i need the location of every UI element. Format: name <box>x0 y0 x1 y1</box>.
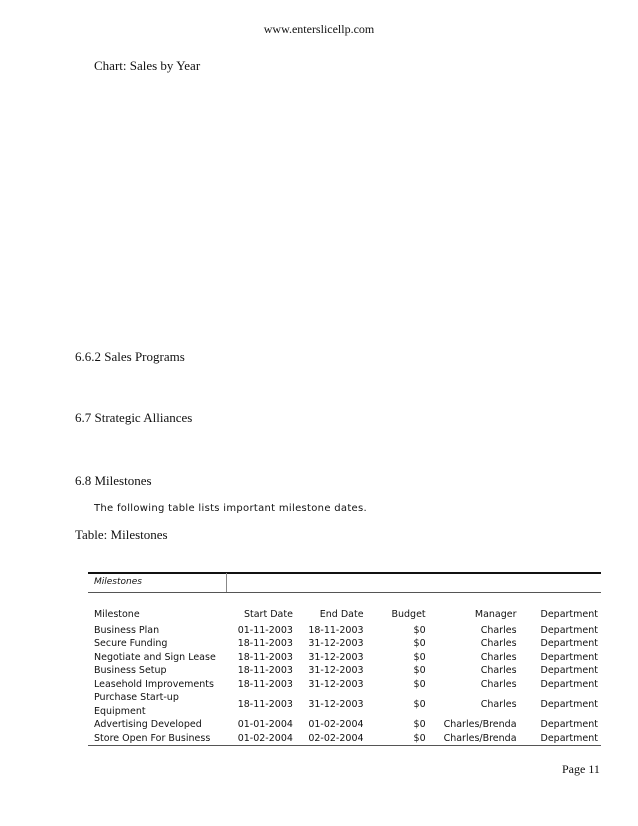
table-row <box>92 691 600 718</box>
table-cell: Charles <box>480 651 517 663</box>
table-cell: Department <box>540 698 598 710</box>
table-cell: 01-01-2004 <box>237 719 293 730</box>
table-cell: $0 <box>413 678 426 690</box>
table-cell: 18-11-2003 <box>237 638 293 649</box>
table-row <box>92 678 600 692</box>
table-cell: 18-11-2003 <box>308 624 364 636</box>
table-cell: $0 <box>413 719 426 730</box>
table-cell: 18-11-2003 <box>237 665 293 676</box>
table-cell: Purchase Start-up Equipment <box>94 692 179 717</box>
table-cell: Charles <box>480 638 517 649</box>
table-cell: 01-11-2003 <box>237 624 293 636</box>
table-cell: Department <box>540 665 598 676</box>
table-cell: 18-11-2003 <box>237 678 293 690</box>
page-number: Page 11 <box>562 762 600 776</box>
table-cell: Department <box>540 719 598 730</box>
table-cell: Department <box>540 732 598 744</box>
table-top-rule <box>88 572 601 574</box>
table-cell: 02-02-2004 <box>308 732 364 744</box>
table-cell: 01-02-2004 <box>308 719 364 730</box>
table-cell: Department <box>540 678 598 690</box>
table-cell: 31-12-2003 <box>308 678 364 690</box>
column-header: End Date <box>319 609 364 620</box>
caption-divider <box>226 573 227 593</box>
table-cell: 31-12-2003 <box>308 698 364 710</box>
table-cell: 01-02-2004 <box>237 732 293 744</box>
table-cell: Charles <box>480 678 517 690</box>
caption-rule <box>88 592 601 593</box>
table-cell: Charles/Brenda <box>443 732 517 744</box>
table-row <box>92 718 600 732</box>
header-url: www.enterslicellp.com <box>263 22 375 36</box>
table-cell: 31-12-2003 <box>308 665 364 676</box>
table-title: Table: Milestones <box>75 527 168 542</box>
section-heading-strategic-alliances: 6.7 Strategic Alliances <box>75 410 193 425</box>
table-bottom-rule <box>88 745 601 746</box>
table-cell: $0 <box>413 698 426 710</box>
table-row <box>92 637 600 651</box>
table-cell: Department <box>540 638 598 649</box>
table-cell: Business Setup <box>94 665 167 676</box>
column-header: Budget <box>391 609 426 620</box>
table-cell: $0 <box>413 638 426 649</box>
table-cell: Charles <box>480 665 517 676</box>
column-header: Start Date <box>243 609 293 620</box>
table-cell: Charles/Brenda <box>443 719 517 730</box>
table-cell: Secure Funding <box>94 638 168 649</box>
table-cell: Charles <box>480 698 517 710</box>
column-header: Milestone <box>94 609 140 620</box>
table-cell: 18-11-2003 <box>237 698 293 710</box>
section-heading-sales-programs: 6.6.2 Sales Programs <box>75 349 185 364</box>
table-cell: Business Plan <box>94 624 160 636</box>
table-caption: Milestones <box>94 577 142 587</box>
milestones-table <box>92 608 600 745</box>
chart-title: Chart: Sales by Year <box>94 58 201 73</box>
column-header: Manager <box>474 609 517 620</box>
table-cell: $0 <box>413 624 426 636</box>
table-row <box>92 624 600 638</box>
table-row <box>92 732 600 746</box>
table-cell: Charles <box>480 624 517 636</box>
table-cell: 18-11-2003 <box>237 651 293 663</box>
table-cell: Negotiate and Sign Lease <box>94 651 216 663</box>
intro-text: The following table lists important milestone dates. <box>94 503 367 514</box>
table-cell: $0 <box>413 651 426 663</box>
table-cell: Department <box>540 651 598 663</box>
table-cell: Advertising Developed <box>94 719 202 730</box>
table-cell: Leasehold Improvements <box>94 678 214 690</box>
table-row <box>92 651 600 665</box>
table-cell: Store Open For Business <box>94 732 211 744</box>
table-cell: $0 <box>413 665 426 676</box>
table-row <box>92 664 600 678</box>
column-header: Department <box>540 609 598 620</box>
table-cell: 31-12-2003 <box>308 638 364 649</box>
table-cell: Department <box>540 624 598 636</box>
table-header-row <box>92 608 600 624</box>
section-heading-milestones: 6.8 Milestones <box>75 473 152 488</box>
table-cell: $0 <box>413 732 426 744</box>
table-cell: 31-12-2003 <box>308 651 364 663</box>
